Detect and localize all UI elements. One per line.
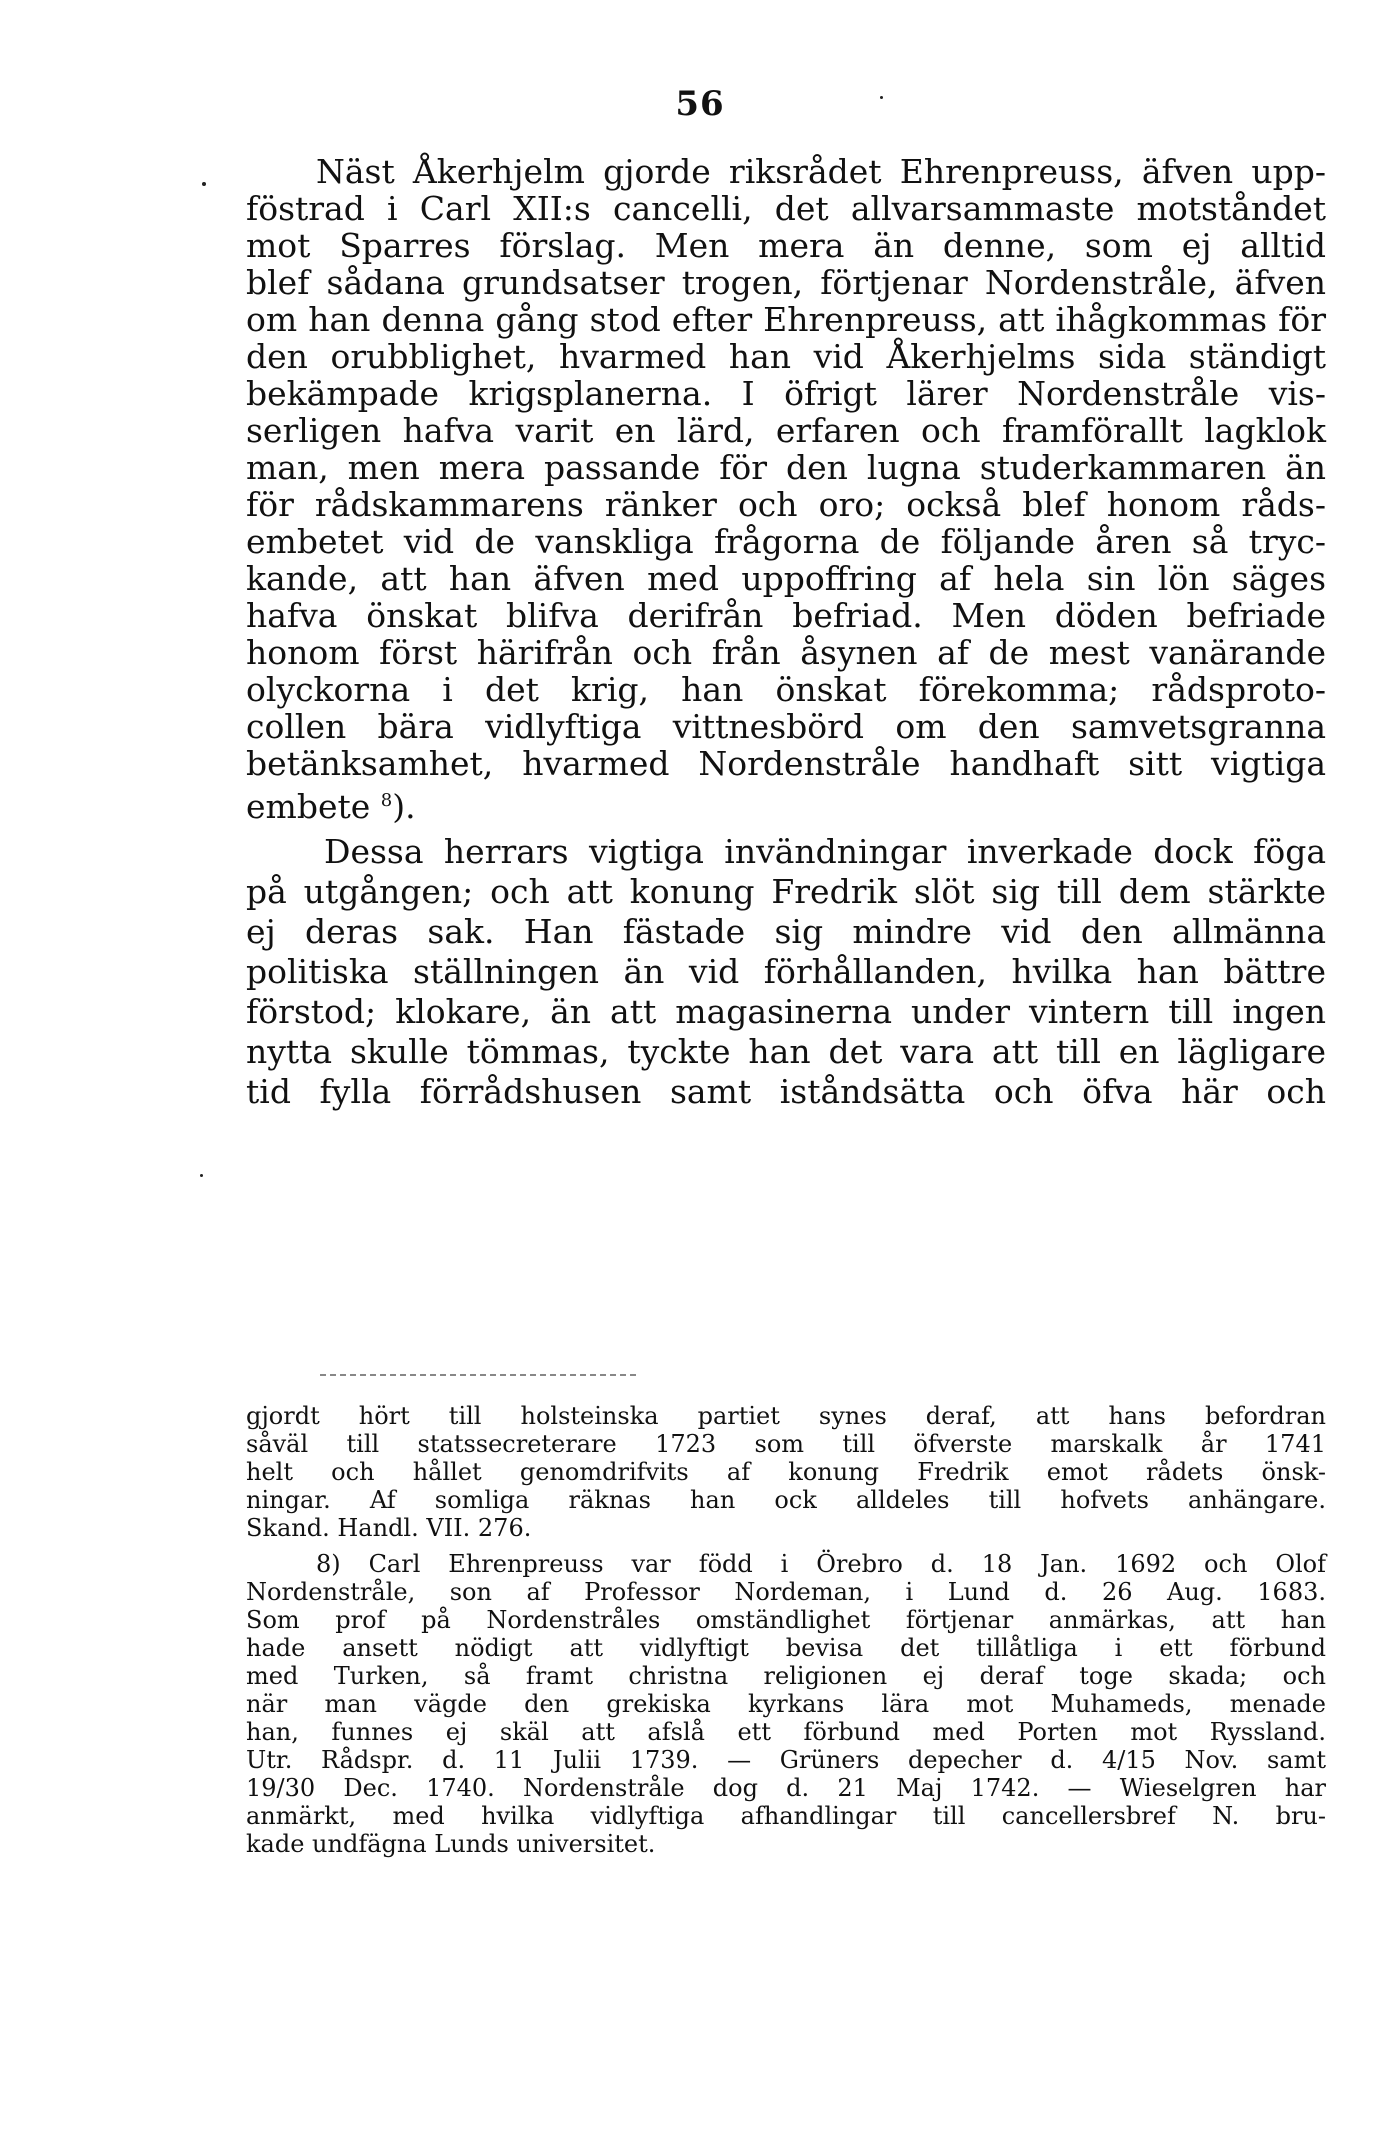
text-line: på utgången; och att konung Fredrik slöt sig till dem stärkte bbox=[246, 872, 1326, 911]
footnote-line: Skand. Handl. VII. 276. bbox=[246, 1514, 532, 1542]
text-line: hafva önskat blifva derifrån befriad. Men döden befriade bbox=[246, 596, 1326, 635]
text-line: embetet vid de vanskliga frågorna de följande åren så tryc- bbox=[246, 522, 1326, 561]
footnote-marker: 8) bbox=[316, 1550, 341, 1578]
text-line: förstod; klokare, än att magasinerna under vintern till ingen bbox=[246, 992, 1326, 1031]
footnote-line: gjordt hört till holsteinska partiet synes deraf, att hans befordran bbox=[246, 1402, 1326, 1430]
page-number: 56 bbox=[675, 84, 725, 124]
text-line-with-note bbox=[246, 779, 1326, 826]
text-line: collen bära vidlyftiga vittnesbörd om den samvetsgranna bbox=[246, 707, 1326, 746]
footnote-line: Utr. Rådspr. d. 11 Julii 1739. — Grüners depecher d. 4/15 Nov. samt bbox=[246, 1746, 1326, 1774]
footnote-reference: 8 bbox=[380, 790, 393, 811]
footnote-line: med Turken, så framt christna religionen ej deraf toge skada; och bbox=[246, 1662, 1326, 1690]
footnote-text: Carl Ehrenpreuss var född i Örebro d. 18 Jan. 1692 och Olof bbox=[368, 1550, 1326, 1578]
speck bbox=[880, 96, 883, 99]
footnote-line: anmärkt, med hvilka vidlyftiga afhandlingar till cancellersbref N. bru- bbox=[246, 1802, 1326, 1830]
text-line: bekämpade krigsplanerna. I öfrigt lärer Nordenstråle vis- bbox=[246, 374, 1326, 413]
text-fragment: embete bbox=[246, 787, 371, 826]
text-line: om han denna gång stod efter Ehrenpreuss, att ihågkommas för bbox=[246, 300, 1326, 339]
text-line: Näst Åkerhjelm gjorde riksrådet Ehrenpreuss, äfven upp- bbox=[316, 152, 1326, 191]
footnote-line: helt och hållet genomdrifvits af konung Fredrik emot rådets önsk- bbox=[246, 1458, 1326, 1486]
footnote-line: han, funnes ej skäl att afslå ett förbund med Porten mot Ryssland. bbox=[246, 1718, 1326, 1746]
text-fragment: ). bbox=[392, 787, 416, 826]
text-line: blef sådana grundsatser trogen, förtjenar Nordenstråle, äfven bbox=[246, 263, 1326, 302]
text-line: politiska ställningen än vid förhållanden, hvilka han bättre bbox=[246, 952, 1326, 991]
text-line: tid fylla förrådshusen samt iståndsätta och öfva här och bbox=[246, 1072, 1326, 1111]
footnote-line: Nordenstråle, son af Professor Nordeman, i Lund d. 26 Aug. 1683. bbox=[246, 1578, 1326, 1606]
footnote-line: såväl till statssecreterare 1723 som till öfverste marskalk år 1741 bbox=[246, 1430, 1326, 1458]
footnote-line: hade ansett nödigt att vidlyftigt bevisa det tillåtliga i ett förbund bbox=[246, 1634, 1326, 1662]
text-line: för rådskammarens ränker och oro; också blef honom råds- bbox=[246, 485, 1326, 524]
text-line: betänksamhet, hvarmed Nordenstråle handhaft sitt vigtiga bbox=[246, 744, 1326, 783]
footnote-line: ningar. Af somliga räknas han ock alldeles till hofvets anhängare. bbox=[246, 1486, 1326, 1514]
text-line: nytta skulle tömmas, tyckte han det vara att till en lägligare bbox=[246, 1032, 1326, 1071]
footnote-line: Som prof på Nordenstråles omständlighet förtjenar anmärkas, att han bbox=[246, 1606, 1326, 1634]
text-line: kande, att han äfven med uppoffring af hela sin lön säges bbox=[246, 559, 1326, 598]
text-line: mot Sparres förslag. Men mera än denne, som ej alltid bbox=[246, 226, 1326, 265]
text-line: Dessa herrars vigtiga invändningar inverkade dock föga bbox=[324, 832, 1326, 871]
footnote-divider bbox=[320, 1374, 636, 1376]
text-line: man, men mera passande för den lugna studerkammaren än bbox=[246, 448, 1326, 487]
footnote-line: kade undfägna Lunds universitet. bbox=[246, 1830, 656, 1858]
speck bbox=[200, 1174, 203, 1177]
footnote-line: när man vägde den grekiska kyrkans lära mot Muhameds, menade bbox=[246, 1690, 1326, 1718]
text-line: olyckorna i det krig, han önskat förekomma; rådsproto- bbox=[246, 670, 1326, 709]
text-line: föstrad i Carl XII:s cancelli, det allvarsammaste motståndet bbox=[246, 189, 1326, 228]
text-line: honom först härifrån och från åsynen af de mest vanärande bbox=[246, 633, 1326, 672]
text-line: ej deras sak. Han fästade sig mindre vid den allmänna bbox=[246, 912, 1326, 951]
footnote-line: 19/30 Dec. 1740. Nordenstråle dog d. 21 Maj 1742. — Wieselgren har bbox=[246, 1774, 1326, 1802]
text-line: serligen hafva varit en lärd, erfaren och framförallt lagklok bbox=[246, 411, 1326, 450]
speck bbox=[202, 182, 206, 186]
footnote-line bbox=[316, 1550, 1326, 1578]
text-line: den orubblighet, hvarmed han vid Åkerhjelms sida ständigt bbox=[246, 337, 1326, 376]
